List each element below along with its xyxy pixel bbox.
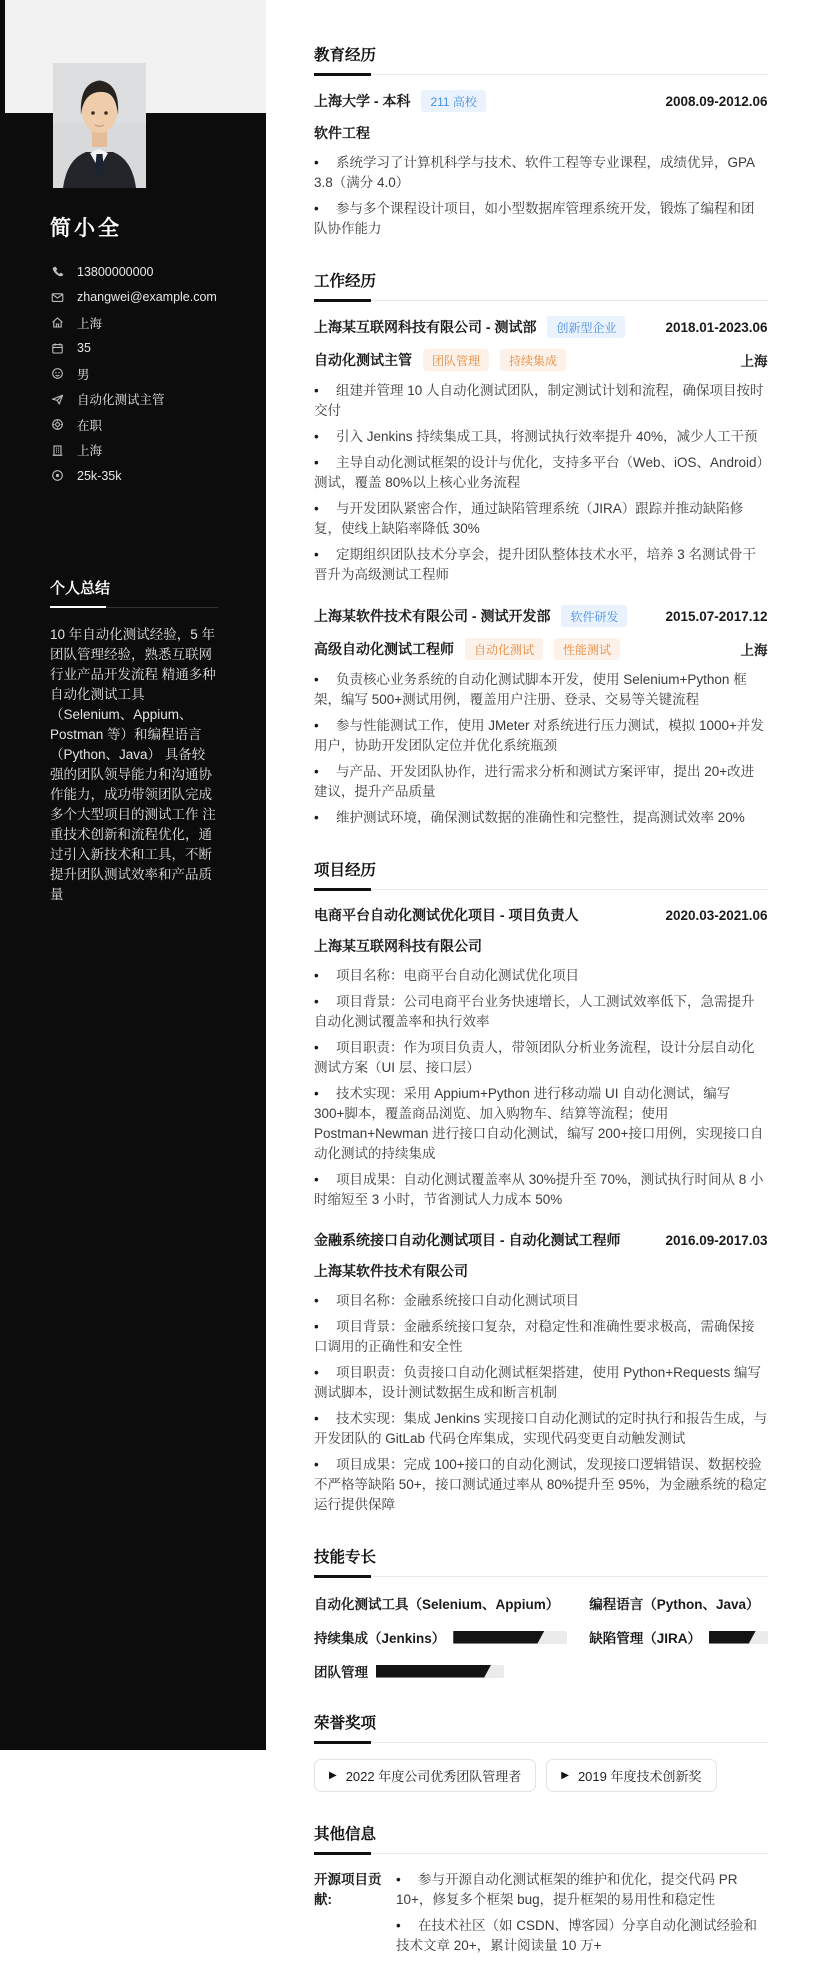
skill-label: 自动化测试工具（Selenium、Appium） (314, 1597, 560, 1612)
company-badge: 软件研发 (561, 605, 627, 627)
other-bullets (396, 1870, 768, 1962)
contact-job-title-value: 自动化测试主管 (77, 393, 165, 408)
profile-photo (53, 63, 146, 188)
company-name: 上海某互联网科技有限公司 - 测试部 (314, 319, 537, 335)
contact-email-value: zhangwei@example.com (77, 290, 217, 305)
projects-title: 项目经历 (314, 858, 768, 890)
project-entry (314, 905, 768, 1210)
contact-age-value: 35 (77, 341, 91, 356)
job-entry (314, 316, 768, 585)
contact-gender (50, 361, 218, 387)
project-company-row (314, 1261, 768, 1281)
job-bullets (314, 381, 768, 585)
play-triangle-icon: ▶ (329, 1770, 337, 1781)
section-other (314, 1822, 768, 1962)
contact-home-value: 上海 (77, 316, 103, 331)
section-projects (314, 858, 768, 1515)
contact-age (50, 336, 218, 362)
bullet-item: • 项目名称：电商平台自动化测试优化项目 (314, 966, 768, 986)
project-bullets (314, 966, 768, 1210)
bullet-item: • 技术实现：采用 Appium+Python 进行移动端 UI 自动化测试，编写 300+脚本，覆盖商品浏览、加入购物车、结算等流程；使用 Postman+Newman 进行接口自动化测试，编写 200+接口用例，实现接口自动化测试的持续集成 (314, 1084, 768, 1164)
skill-label: 编程语言（Python、Java） (589, 1597, 760, 1612)
other-title: 其他信息 (314, 1822, 768, 1854)
portrait-illustration (53, 63, 146, 188)
job-location: 上海 (740, 643, 768, 658)
skill-item (314, 1593, 567, 1613)
skill-bar-fill (376, 1665, 491, 1678)
work-title: 工作经历 (314, 269, 768, 301)
contact-list (50, 259, 218, 489)
job-tag: 团队管理 (423, 349, 489, 371)
summary-title: 个人总结 (50, 577, 218, 608)
education-entry-head (314, 90, 768, 112)
contact-salary-value: 25k-35k (77, 468, 122, 483)
section-education (314, 43, 768, 239)
bullet-item: • 项目背景：公司电商平台业务快速增长，人工测试效率低下，急需提升自动化测试覆盖率和执行效率 (314, 992, 768, 1032)
other-label: 开源项目贡献: (314, 1872, 382, 1907)
skill-label: 缺陷管理（JIRA） (589, 1631, 702, 1646)
job-tag: 性能测试 (554, 638, 620, 660)
phone-icon (50, 265, 64, 279)
email-icon (50, 290, 64, 304)
skill-bar-fill (709, 1631, 756, 1644)
education-date: 2008.09-2012.06 (665, 93, 768, 109)
bullet-item: • 组建并管理 10 人自动化测试团队，制定测试计划和流程，确保项目按时交付 (314, 381, 768, 421)
skill-bar (453, 1631, 567, 1644)
candidate-name: 简小全 (50, 217, 122, 240)
bullet-item: • 项目背景：金融系统接口复杂，对稳定性和准确性要求极高，需确保接口调用的正确性和安全性 (314, 1317, 768, 1357)
section-honors (314, 1711, 768, 1792)
skill-item (589, 1593, 767, 1613)
job-tag: 自动化测试 (465, 638, 543, 660)
skill-item (314, 1627, 567, 1647)
education-title: 教育经历 (314, 43, 768, 75)
contact-gender-value: 男 (77, 367, 90, 382)
company-badge: 创新型企业 (547, 316, 625, 338)
bullet-item: • 项目名称：金融系统接口自动化测试项目 (314, 1291, 768, 1311)
sidebar (0, 0, 266, 1750)
job-head (314, 605, 768, 627)
bullet-item: • 项目成果：完成 100+接口的自动化测试，发现接口逻辑错误、数据校验不严格等缺陷 50+，接口测试通过率从 80%提升至 95%，为金融系统的稳定运行提供保障 (314, 1455, 768, 1515)
job-date: 2018.01-2023.06 (665, 319, 768, 335)
section-work (314, 269, 768, 828)
project-bullets (314, 1291, 768, 1515)
bullet-item: • 在技术社区（如 CSDN、博客园）分享自动化测试经验和技术文章 20+，累计阅读量 10 万+ (396, 1916, 768, 1956)
job-title-icon (50, 392, 64, 406)
job-subhead (314, 638, 768, 660)
project-date: 2016.09-2017.03 (665, 1232, 768, 1248)
school-badge: 211 高校 (421, 90, 485, 112)
skill-bar (376, 1665, 504, 1678)
award-list (314, 1759, 768, 1792)
project-company-row (314, 936, 768, 956)
bullet-item: • 引入 Jenkins 持续集成工具，将测试执行效率提升 40%，减少人工干预 (314, 427, 768, 447)
gender-icon (50, 367, 64, 381)
other-row (314, 1870, 768, 1962)
bullet-item: • 项目职责：负责接口自动化测试框架搭建，使用 Python+Requests 编写测试脚本，设计测试数据生成和断言机制 (314, 1363, 768, 1403)
major-name: 软件工程 (314, 125, 370, 141)
bullet-item: • 负责核心业务系统的自动化测试脚本开发，使用 Selenium+Python 框架，编写 500+测试用例，覆盖用户注册、登录、交易等关键流程 (314, 670, 768, 710)
bullet-item: • 技术实现：集成 Jenkins 实现接口自动化测试的定时执行和报告生成，与开发团队的 GitLab 代码仓库集成，实现代码变更自动触发测试 (314, 1409, 768, 1449)
bullet-item: • 与产品、开发团队协作，进行需求分析和测试方案评审，提出 20+改进建议，提升产品质量 (314, 762, 768, 802)
bullet-item: • 定期组织团队技术分享会，提升团队整体技术水平，培养 3 名测试骨干晋升为高级测试工程师 (314, 545, 768, 585)
skill-item (589, 1627, 767, 1647)
project-head (314, 1230, 768, 1250)
contact-status (50, 412, 218, 438)
project-name: 金融系统接口自动化测试项目 - 自动化测试工程师 (314, 1232, 621, 1248)
contact-email (50, 285, 218, 311)
honors-title: 荣誉奖项 (314, 1711, 768, 1743)
job-date: 2015.07-2017.12 (665, 608, 768, 624)
award-text: 2019 年度技术创新奖 (577, 1769, 702, 1784)
contact-phone (50, 259, 218, 285)
job-role: 自动化测试主管 (314, 352, 412, 368)
section-skills (314, 1545, 768, 1681)
play-triangle-icon: ▶ (561, 1770, 569, 1781)
bullet-item: • 参与性能测试工作，使用 JMeter 对系统进行压力测试，模拟 1000+并发用户，协助开发团队定位并优化系统瓶颈 (314, 716, 768, 756)
award-chip (314, 1759, 536, 1792)
skills-title: 技能专长 (314, 1545, 768, 1577)
bullet-item: • 项目成果：自动化测试覆盖率从 30%提升至 70%，测试执行时间从 8 小时缩短至 3 小时，节省测试人力成本 50% (314, 1170, 768, 1210)
skill-bar-fill (453, 1631, 544, 1644)
skill-bar (709, 1631, 768, 1644)
bullet-item: • 项目职责：作为项目负责人，带领团队分析业务流程，设计分层自动化测试方案（UI 层、接口层） (314, 1038, 768, 1078)
job-tag: 持续集成 (500, 349, 566, 371)
skills-grid (314, 1593, 768, 1681)
skill-item (314, 1661, 567, 1681)
education-major-row (314, 123, 768, 143)
salary-icon (50, 469, 64, 483)
contact-status-value: 在职 (77, 418, 103, 433)
award-chip (546, 1759, 716, 1792)
age-icon (50, 341, 64, 355)
project-name: 电商平台自动化测试优化项目 - 项目负责人 (314, 907, 579, 923)
job-bullets (314, 670, 768, 828)
job-location: 上海 (740, 354, 768, 369)
bullet-item: • 参与开源自动化测试框架的维护和优化，提交代码 PR 10+，修复多个框架 bug，提升框架的易用性和稳定性 (396, 1870, 768, 1910)
job-entry (314, 605, 768, 828)
contact-phone-value: 13800000000 (77, 264, 154, 279)
bullet-item: • 与开发团队紧密合作，通过缺陷管理系统（JIRA）跟踪并推动缺陷修复，使线上缺陷率降低 30% (314, 499, 768, 539)
bullet-item: • 主导自动化测试框架的设计与优化，支持多平台（Web、iOS、Android）测试，覆盖 80%以上核心业务流程 (314, 453, 768, 493)
project-company: 上海某软件技术有限公司 (314, 1263, 468, 1279)
home-icon (50, 316, 64, 330)
contact-city-value: 上海 (77, 444, 103, 459)
job-head (314, 316, 768, 338)
project-head (314, 905, 768, 925)
project-company: 上海某互联网科技有限公司 (314, 938, 482, 954)
city-icon (50, 443, 64, 457)
contact-city (50, 438, 218, 464)
bullet-item: • 系统学习了计算机科学与技术、软件工程等专业课程，成绩优异，GPA 3.8（满分 4.0） (314, 153, 768, 193)
company-name: 上海某软件技术有限公司 - 测试开发部 (314, 608, 551, 624)
contact-home (50, 310, 218, 336)
job-role: 高级自动化测试工程师 (314, 641, 454, 657)
status-icon (50, 418, 64, 432)
summary-text: 10 年自动化测试经验，5 年团队管理经验，熟悉互联网行业产品开发流程 精通多种自动化测试工具（Selenium、Appium、Postman 等）和编程语言（Python、Java） 具备较强的团队领导能力和沟通协作能力，成功带领团队完成多个大型项目的测试工作 注重技术创新和流程优化，通过引入新技术和工具，不断提升团队测试效率和产品质量 (50, 626, 216, 902)
bullet-item: • 维护测试环境，确保测试数据的准确性和完整性，提高测试效率 20% (314, 808, 768, 828)
award-text: 2022 年度公司优秀团队管理者 (345, 1769, 522, 1784)
skill-label: 持续集成（Jenkins） (314, 1631, 446, 1646)
skill-label: 团队管理 (314, 1665, 368, 1680)
job-subhead (314, 349, 768, 371)
education-bullets (314, 153, 768, 239)
contact-salary (50, 463, 218, 489)
bullet-item: • 参与多个课程设计项目，如小型数据库管理系统开发，锻炼了编程和团队协作能力 (314, 199, 768, 239)
resume-body (266, 0, 816, 1953)
project-date: 2020.03-2021.06 (665, 907, 768, 923)
school-name: 上海大学 - 本科 (314, 93, 411, 109)
project-entry (314, 1230, 768, 1515)
contact-job-title (50, 387, 218, 413)
